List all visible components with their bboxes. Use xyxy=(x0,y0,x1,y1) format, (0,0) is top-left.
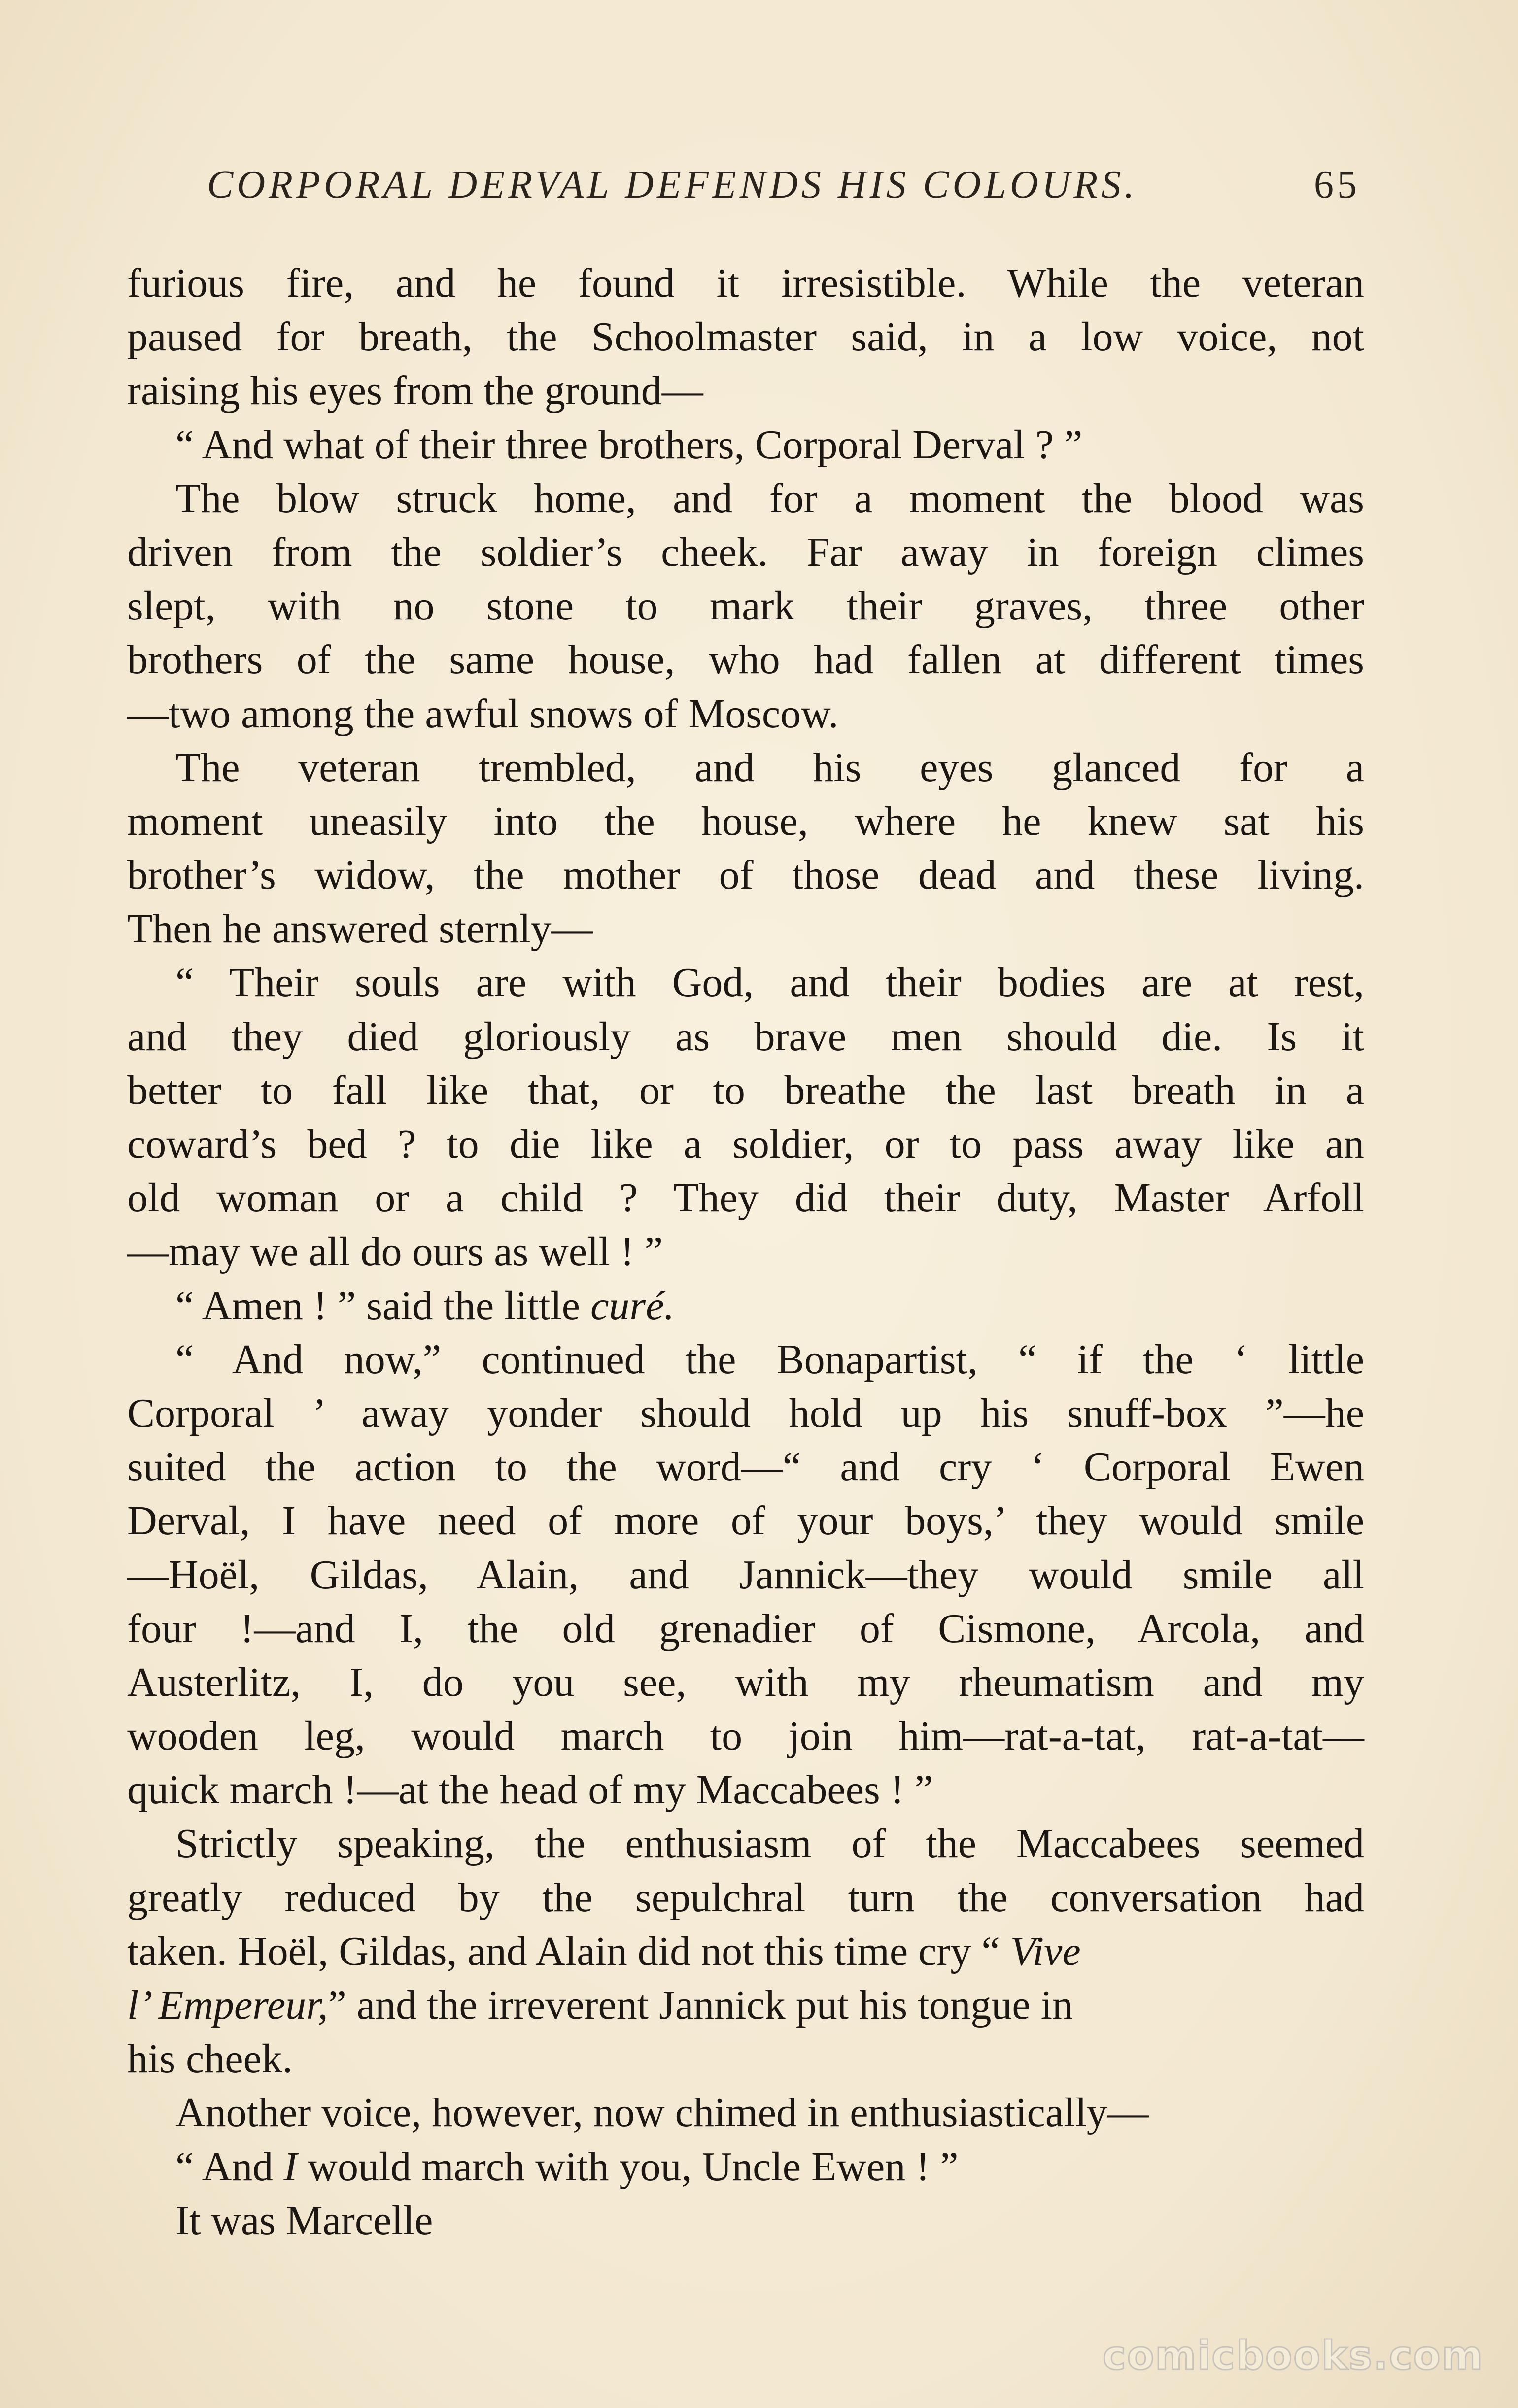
text-line: Austerlitz, I, do you see, with my rheumatism and my xyxy=(127,1659,1364,1705)
text-line: raising his eyes from the ground— xyxy=(127,368,703,414)
text-line: It was Marcelle xyxy=(175,2197,433,2243)
text-line: coward’s bed ? to die like a soldier, or to pass away like an xyxy=(127,1121,1364,1167)
text-line: his cheek. xyxy=(127,2036,293,2082)
text-line: —may we all do ours as well ! ” xyxy=(127,1229,663,1275)
text-line: old woman or a child ? They did their duty, Master Arfoll xyxy=(127,1175,1364,1221)
text-line: “ Their souls are with God, and their bodies are at rest, xyxy=(175,960,1364,1006)
text-line: slept, with no stone to mark their graves, three other xyxy=(127,583,1364,629)
text-line: and they died gloriously as brave men should die. Is it xyxy=(127,1013,1364,1060)
text-segment: ” and the irreverent Jannick put his tongue in xyxy=(328,1982,1073,2028)
text-line: better to fall like that, or to breathe the last breath in a xyxy=(127,1067,1364,1113)
body-text xyxy=(127,256,1364,2247)
text-line: four !—and I, the old grenadier of Cismone, Arcola, and xyxy=(127,1605,1364,1651)
text-line: paused for breath, the Schoolmaster said, in a low voice, not xyxy=(127,314,1364,360)
text-line: driven from the soldier’s cheek. Far away in foreign climes xyxy=(127,529,1364,575)
text-line xyxy=(127,1925,1364,1978)
text-segment: would march with you, Uncle Ewen ! ” xyxy=(297,2143,959,2190)
text-line: —two among the awful snows of Moscow. xyxy=(127,690,839,737)
text-segment: “ Amen ! ” said the little xyxy=(175,1282,591,1329)
text-line: “ And now,” continued the Bonapartist, “ if the ‘ little xyxy=(175,1336,1364,1382)
site-watermark: comicbooks.com xyxy=(1103,2333,1484,2378)
italic-word: Vive xyxy=(1010,1928,1081,1974)
running-title: CORPORAL DERVAL DEFENDS HIS COLOURS. xyxy=(207,163,1138,206)
text-line: brother’s widow, the mother of those dead and these living. xyxy=(127,852,1364,898)
text-line: wooden leg, would march to join him—rat-a-tat, rat-a-tat— xyxy=(127,1713,1364,1759)
text-segment: taken. Hoël, Gildas, and Alain did not this time cry “ xyxy=(127,1928,1010,1974)
text-line: The veteran trembled, and his eyes glanced for a xyxy=(175,744,1364,791)
italic-word: curé. xyxy=(590,1282,675,1329)
text-line xyxy=(127,1978,1364,2032)
text-line: brothers of the same house, who had fallen at different times xyxy=(127,637,1364,683)
text-line: Strictly speaking, the enthusiasm of the Maccabees seemed xyxy=(175,1821,1364,1867)
italic-word: I xyxy=(283,2143,298,2190)
page-number: 65 xyxy=(1314,163,1360,206)
text-line: “ And what of their three brothers, Corporal Derval ? ” xyxy=(175,421,1083,468)
text-line: Another voice, however, now chimed in enthusiastically— xyxy=(175,2090,1149,2136)
italic-word: l’ Empereur, xyxy=(127,1982,328,2028)
text-line xyxy=(127,2140,1364,2194)
text-line: Corporal ’ away yonder should hold up his snuff-box ”—he xyxy=(127,1390,1364,1436)
text-line: Then he answered sternly— xyxy=(127,906,593,952)
text-line: suited the action to the word—“ and cry ‘ Corporal Ewen xyxy=(127,1444,1364,1490)
text-line: quick march !—at the head of my Maccabees ! ” xyxy=(127,1767,933,1813)
text-line xyxy=(127,1279,1364,1333)
text-line: furious fire, and he found it irresistible. While the veteran xyxy=(127,260,1364,306)
text-line: greatly reduced by the sepulchral turn the conversation had xyxy=(127,1874,1364,1921)
text-line: moment uneasily into the house, where he knew sat his xyxy=(127,798,1364,844)
text-line: The blow struck home, and for a moment the blood was xyxy=(175,475,1364,521)
text-segment: “ And xyxy=(175,2143,284,2190)
text-line: Derval, I have need of more of your boys,’ they would smile xyxy=(127,1498,1364,1544)
running-header xyxy=(207,163,1360,217)
text-line: —Hoël, Gildas, Alain, and Jannick—they would smile all xyxy=(127,1551,1364,1598)
